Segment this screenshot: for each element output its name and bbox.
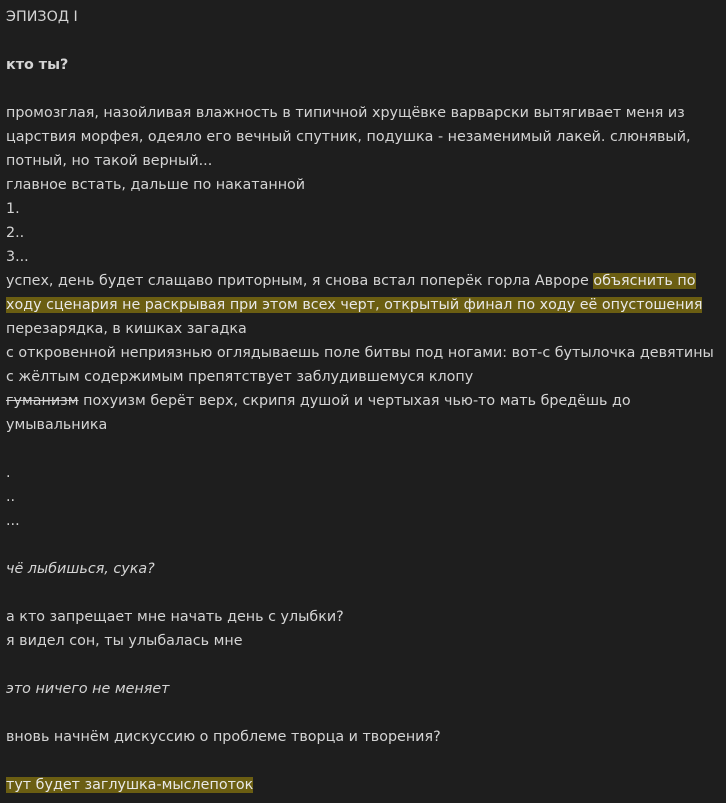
blank-line bbox=[6, 701, 720, 725]
paragraph-line: с жёлтым содержимым препятствует заблудившемуся клопу bbox=[6, 369, 474, 385]
paragraph-line: потный, но такой верный... bbox=[6, 153, 213, 169]
paragraph-line: царствия морфея, одеяло его вечный спутник, подушка - незаменимый лакей. слюнявый, bbox=[6, 129, 691, 145]
placeholder-line bbox=[6, 773, 720, 797]
highlighted-text: тут будет заглушка-мыслепоток bbox=[6, 777, 254, 793]
paragraph-line: промозглая, назойливая влажность в типичной хрущёвке варварски вытягивает меня из bbox=[6, 105, 685, 121]
paragraph-line bbox=[6, 389, 720, 413]
paragraph-line: с откровенной неприязнью оглядываешь поле битвы под ногами: вот-с бутылочка девятины bbox=[6, 345, 714, 361]
paragraph-line bbox=[6, 293, 720, 317]
dots-line: . bbox=[6, 465, 11, 481]
highlighted-text: ходу сценария не раскрывая при этом всех черт, открытый финал по ходу её опустошения bbox=[6, 297, 703, 313]
dialog-line: а кто запрещает мне начать день с улыбки? bbox=[6, 609, 344, 625]
document-body bbox=[6, 5, 720, 797]
count-line: 2.. bbox=[6, 225, 25, 241]
count-line: 1. bbox=[6, 201, 20, 217]
dots-line: .. bbox=[6, 489, 16, 505]
paragraph-line: главное встать, дальше по накатанной bbox=[6, 177, 306, 193]
blank-line bbox=[6, 77, 720, 101]
plain-text: успех, день будет слащаво приторным, я снова встал поперёк горла Авроре bbox=[6, 273, 594, 289]
count-line: 3... bbox=[6, 249, 29, 265]
blank-line bbox=[6, 653, 720, 677]
dialog-line: вновь начнём дискуссию о проблеме творца и творения? bbox=[6, 729, 441, 745]
strikethrough-text: гуманизм bbox=[6, 393, 79, 409]
highlighted-text: объяснить по bbox=[593, 273, 696, 289]
blank-line bbox=[6, 581, 720, 605]
plain-text: похуизм берёт верх, скрипя душой и чертыхая чью-то мать бредёшь до bbox=[78, 393, 631, 409]
dialog-line-italic: это ничего не меняет bbox=[6, 681, 170, 697]
paragraph-line: перезарядка, в кишках загадка bbox=[6, 321, 247, 337]
blank-line bbox=[6, 29, 720, 53]
blank-line bbox=[6, 749, 720, 773]
paragraph-line bbox=[6, 269, 720, 293]
blank-line bbox=[6, 533, 720, 557]
dialog-line: я видел сон, ты улыбалась мне bbox=[6, 633, 243, 649]
paragraph-line: умывальника bbox=[6, 417, 108, 433]
dots-line: ... bbox=[6, 513, 20, 529]
blank-line bbox=[6, 437, 720, 461]
dialog-line-italic: чё лыбишься, сука? bbox=[6, 561, 155, 577]
episode-heading: ЭПИЗОД I bbox=[6, 9, 78, 25]
question-heading: кто ты? bbox=[6, 57, 69, 73]
